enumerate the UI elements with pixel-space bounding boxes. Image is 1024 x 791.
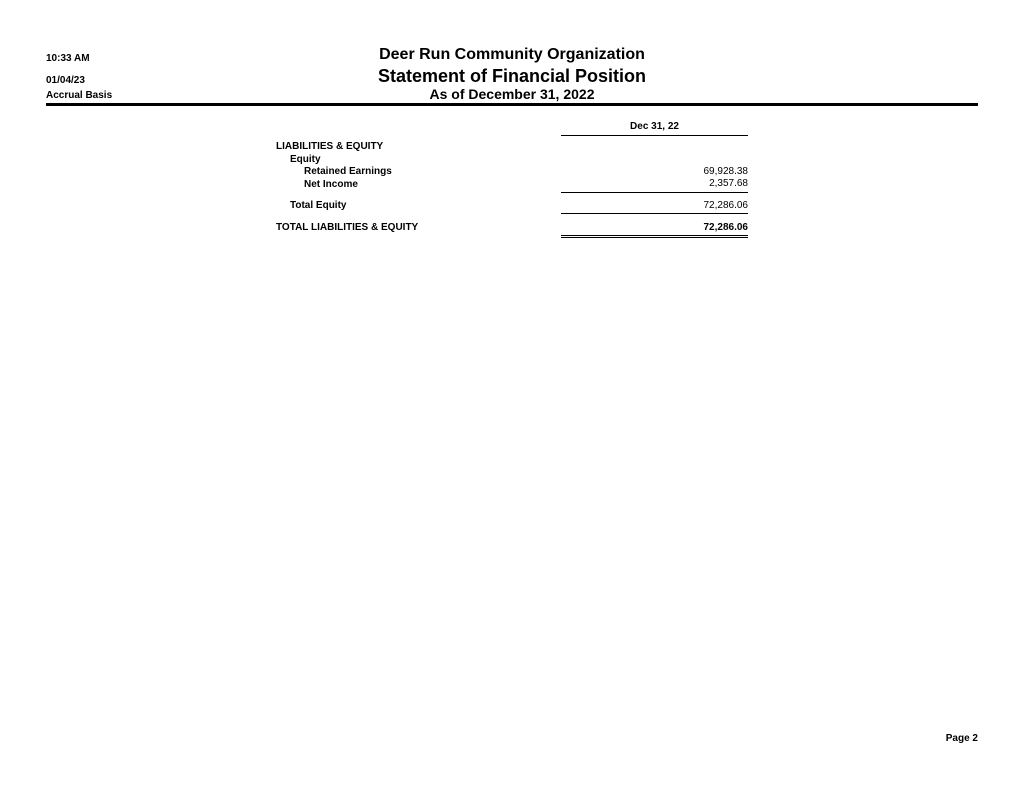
total-equity-amount: 72,286.06 (703, 200, 748, 211)
net-income-amount: 2,357.68 (709, 178, 748, 189)
report-basis: Accrual Basis (46, 90, 113, 101)
organization-name: Deer Run Community Organization (379, 46, 645, 63)
grand-total-double-rule (561, 235, 748, 238)
retained-earnings-amount: 69,928.38 (703, 166, 748, 177)
total-liabilities-equity-amount: 72,286.06 (703, 222, 748, 233)
report-date: 01/04/23 (46, 75, 85, 86)
report-time: 10:33 AM (46, 53, 90, 64)
net-income-label: Net Income (304, 179, 358, 190)
section-label: LIABILITIES & EQUITY (276, 141, 384, 152)
total-equity-label: Total Equity (290, 200, 347, 211)
page-number: Page 2 (945, 733, 978, 744)
total-liabilities-equity-label: TOTAL LIABILITIES & EQUITY (276, 222, 419, 233)
equity-group-label: Equity (290, 154, 321, 165)
total-rule (561, 213, 748, 214)
header-rule (46, 103, 978, 106)
subtotal-rule (561, 192, 748, 193)
retained-earnings-label: Retained Earnings (304, 166, 392, 177)
report-title: Statement of Financial Position (377, 66, 647, 86)
report-as-of: As of December 31, 2022 (429, 86, 595, 102)
column-header: Dec 31, 22 (561, 121, 748, 136)
